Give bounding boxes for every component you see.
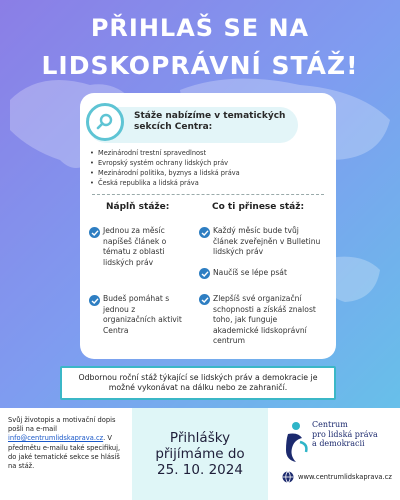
search-icon	[86, 103, 124, 141]
right-column-heading: Co ti přinese stáž:	[212, 202, 305, 212]
deadline-line-1: Přihlášky	[169, 430, 231, 446]
check-icon	[199, 294, 210, 305]
deadline-line-2: přijímáme do	[155, 446, 245, 462]
check-icon	[89, 227, 100, 238]
email-link[interactable]: info@centrumlidskaprava.cz	[8, 434, 104, 443]
website-link[interactable]: www.centrumlidskaprava.cz	[298, 473, 392, 481]
list-item: • Mezinárodní politika, byznys a lidská práva	[90, 168, 320, 178]
organization-logo-icon	[282, 420, 312, 466]
divider	[92, 194, 324, 195]
title-line-1: PŘIHLAŠ SE NA	[90, 14, 310, 42]
title-line-2: LIDSKOPRÁVNÍ STÁŽ!	[41, 51, 359, 80]
left-column-heading: Náplň stáže:	[106, 202, 170, 212]
check-icon	[89, 295, 100, 306]
org-line-1: Centrum	[312, 420, 348, 429]
remote-notice	[60, 366, 336, 400]
org-line-3: a demokracii	[312, 439, 365, 448]
apply-text-1: Svůj životopis a motivační dopis pošli na e-mail	[8, 416, 116, 434]
list-item: • Evropský systém ochrany lidských práv	[90, 158, 320, 168]
right-item-3: Zlepšíš své organizační schopnosti a získáš znalost toho, jak funguje akademické lidskoprávní centrum	[213, 294, 316, 345]
intro-heading: Stáže nabízíme v tematických sekcích Centra:	[134, 111, 286, 132]
org-line-2: pro lidská práva	[312, 429, 378, 439]
application-instructions	[8, 416, 128, 471]
notice-text: Odbornou roční stáž týkající se lidských práv a demokracie je možné vykonávat na dálku nebo ze zahraničí.	[78, 373, 318, 392]
list-item: • Mezinárodní trestní spravedlnost	[90, 148, 320, 158]
right-item-1: Každý měsíc bude tvůj článek zveřejněn v Bulletinu lidských práv	[213, 226, 321, 256]
apply-text-2: . V předmětu e-mailu také specifikuj, do jaké tematické sekce se hlásíš na stáž.	[8, 434, 121, 471]
left-item-2: Budeš pomáhat s jednou z organizačních aktivit Centra	[103, 294, 182, 335]
sections-list	[90, 148, 320, 188]
check-icon	[199, 227, 210, 238]
left-item-1: Jednou za měsíc napíšeš článek o tématu z oblasti lidských práv	[103, 226, 167, 267]
list-item: • Česká republika a lidská práva	[90, 178, 320, 188]
organization-name	[312, 420, 400, 449]
right-item-2: Naučíš se lépe psát	[213, 268, 287, 277]
deadline-box	[132, 408, 268, 500]
globe-icon	[282, 471, 294, 483]
check-icon	[199, 268, 210, 279]
deadline-date: 25. 10. 2024	[157, 462, 243, 478]
